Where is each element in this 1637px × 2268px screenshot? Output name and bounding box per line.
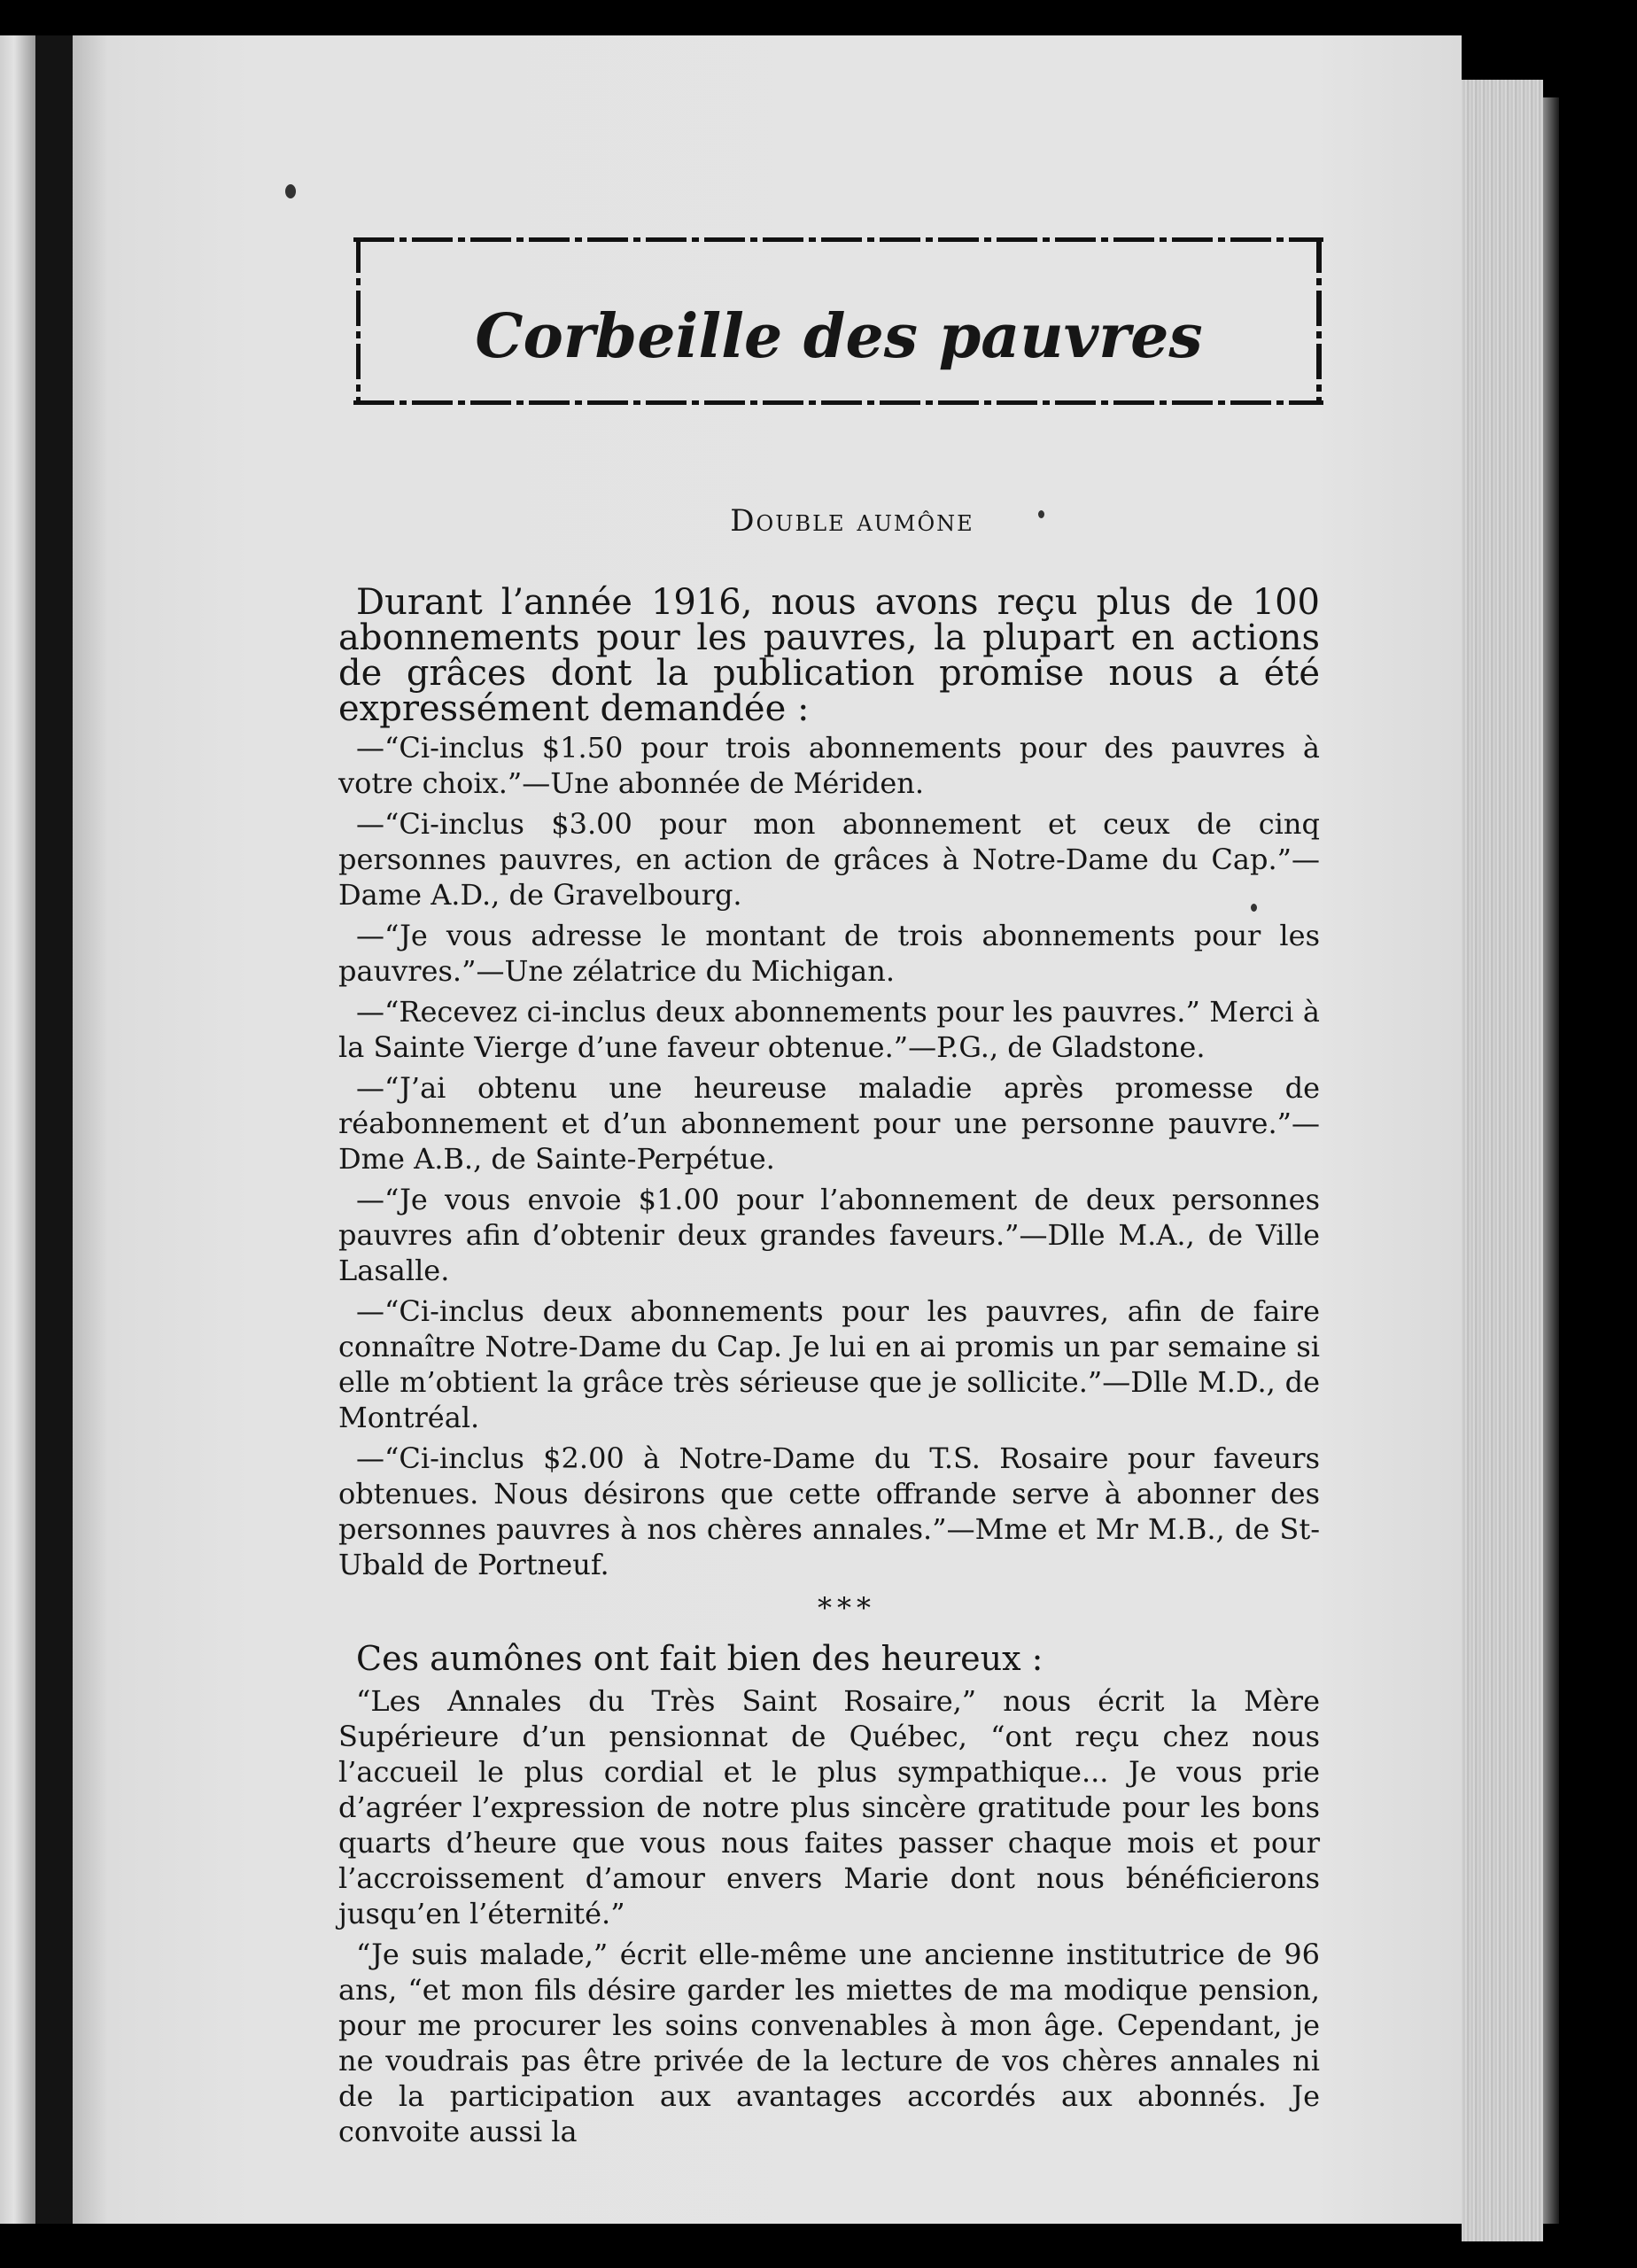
testimonial-paragraph: —“Recevez ci-inclus deux abonnements pour les pauvres.” Merci à la Sainte Vierge d’une faveur obtenue.”—P.G., de Gladstone. [338,995,1320,1064]
page-title: Corbeille des pauvres [475,301,1203,372]
page-stack-edges [1462,80,1543,2241]
asterism-separator: *** [818,1591,876,1625]
ink-dot-mark [285,184,296,198]
page-stack-shadow [1543,97,1559,2224]
testimonial-paragraph: —“Je vous envoie $1.00 pour l’abonnement de deux personnes pauvres afin d’obtenir deux grandes faveurs.”—Dlle M.A., de Ville Lasalle. [338,1183,1320,1287]
section-heading: Double aumône [730,503,974,539]
print-speck [1038,510,1044,518]
closing-paragraph: “Je suis malade,” écrit elle-même une ancienne institutrice de 96 ans, “et mon fils désire garder les miettes de ma modique pension, pour me procurer les soins convenables à mon âge. Cependant, je ne voudrais pas être privée de la lecture de vos chères annales ni de la participation aux avantages accordés aux abonnés. Je convoite aussi la [338,1938,1320,2148]
book-gutter [35,35,73,2224]
book-page [73,35,1462,2224]
article-body [338,582,1320,2155]
previous-page-edge [0,35,35,2224]
testimonial-paragraph: —“J’ai obtenu une heureuse maladie après promesse de réabonnement et d’un abonnement pour une personne pauvre.”—Dme A.B., de Sainte-Perpétue. [338,1071,1320,1176]
intro-paragraph: Durant l’année 1916, nous avons reçu plus de 100 abonnements pour les pauvres, la plupart en actions de grâces dont la publication promise nous a été expressément demandée : [338,582,1320,729]
testimonial-paragraph: —“Je vous adresse le montant de trois abonnements pour les pauvres.”—Une zélatrice du Michigan. [338,919,1320,988]
testimonial-paragraph: —“Ci-inclus deux abonnements pour les pauvres, afin de faire connaître Notre-Dame du Cap. Je lui en ai promis un par semaine si elle m’obtient la grâce très sérieuse que je sollicite.”—Dlle M.D., de Montréal. [338,1294,1320,1434]
subheading: Ces aumônes ont fait bien des heureux : [356,1639,1043,1678]
closing-paragraph: “Les Annales du Très Saint Rosaire,” nous écrit la Mère Supérieure d’un pensionnat de Québec, “ont reçu chez nous l’accueil le plus cordial et le plus sympathique... Je vous prie d’agréer l’expression de notre plus sincère gratitude pour les bons quarts d’heure que vous nous faites passer chaque mois et pour l’accroissement d’amour envers Marie dont nous bénéficierons jusqu’en l’éternité.” [338,1684,1320,1930]
print-speck [1251,904,1257,912]
testimonial-paragraph: —“Ci-inclus $2.00 à Notre-Dame du T.S. Rosaire pour faveurs obtenues. Nous désirons que cette offrande serve à abonner des personnes pauvres à nos chères annales.”—Mme et Mr M.B., de St-Ubald de Portneuf. [338,1441,1320,1581]
testimonial-paragraph: —“Ci-inclus $1.50 pour trois abonnements pour des pauvres à votre choix.”—Une abonnée de Mériden. [338,731,1320,800]
frame-top-border [353,237,1323,242]
testimonial-paragraph: —“Ci-inclus $3.00 pour mon abonnement et ceux de cinq personnes pauvres, en action de grâces à Notre-Dame du Cap.”—Dame A.D., de Gravelbourg. [338,807,1320,912]
frame-bottom-border [353,400,1323,405]
